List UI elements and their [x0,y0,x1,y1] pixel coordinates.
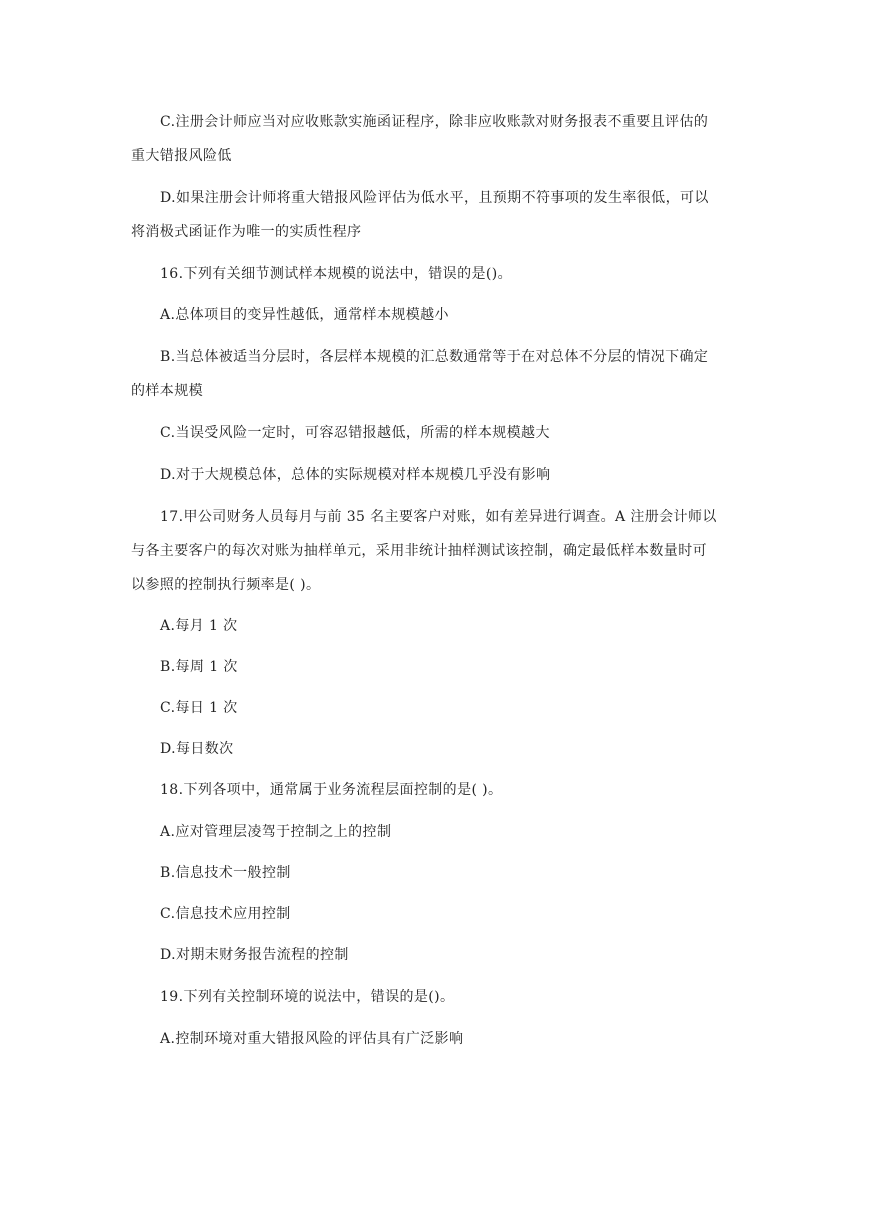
text-line: 将消极式函证作为唯一的实质性程序 [131,224,362,240]
option-line: A.总体项目的变异性越低，通常样本规模越小 [160,307,449,323]
option-line: A.应对管理层凌驾于控制之上的控制 [160,824,392,840]
question-18-stem: 18.下列各项中，通常属于业务流程层面控制的是( )。 [160,782,503,798]
option-line: B.信息技术一般控制 [160,865,291,881]
text-line: 的样本规模 [131,383,203,399]
question-16-stem: 16.下列有关细节测试样本规模的说法中，错误的是()。 [160,266,512,282]
question-17-stem: 17.甲公司财务人员每月与前 35 名主要客户对账，如有差异进行调查。A 注册会计师以 [160,509,717,525]
option-line: A.每月 1 次 [160,618,238,634]
text-line: 以参照的控制执行频率是( )。 [131,577,321,593]
option-line: C.信息技术应用控制 [160,906,291,922]
option-line: D.对期末财务报告流程的控制 [160,947,349,963]
option-line: B.每周 1 次 [160,659,238,675]
text-line: C.注册会计师应当对应收账款实施函证程序，除非应收账款对财务报表不重要且评估的 [160,114,709,130]
option-line: D.对于大规模总体，总体的实际规模对样本规模几乎没有影响 [160,467,551,483]
option-line: D.每日数次 [160,741,234,757]
text-line: 与各主要客户的每次对账为抽样单元，采用非统计抽样测试该控制，确定最低样本数量时可 [131,543,707,559]
text-line: D.如果注册会计师将重大错报风险评估为低水平，且预期不符事项的发生率很低，可以 [160,190,709,206]
option-line: B.当总体被适当分层时，各层样本规模的汇总数通常等于在对总体不分层的情况下确定 [160,349,709,365]
option-line: C.当误受风险一定时，可容忍错报越低，所需的样本规模越大 [160,425,550,441]
question-19-stem: 19.下列有关控制环境的说法中，错误的是()。 [160,989,455,1005]
option-line: A.控制环境对重大错报风险的评估具有广泛影响 [160,1031,464,1047]
option-line: C.每日 1 次 [160,700,238,716]
text-line: 重大错报风险低 [131,148,232,164]
